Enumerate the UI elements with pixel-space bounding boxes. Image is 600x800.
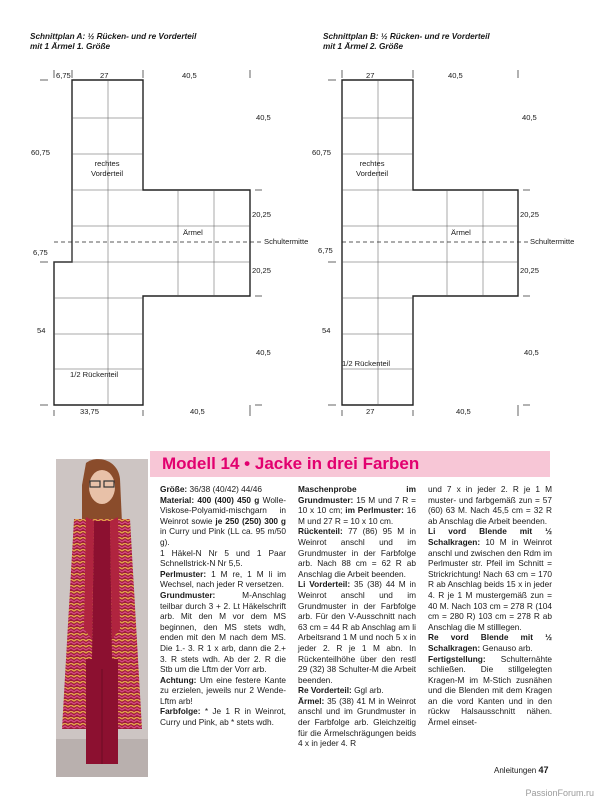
plan-b-dim-bottom-0: 27 — [366, 407, 375, 416]
article-header — [150, 451, 550, 477]
plan-b-dim-left-1: 6,75 — [318, 246, 333, 255]
plan-a-shape — [40, 70, 262, 416]
plan-a-dim-top-1: 27 — [100, 71, 109, 80]
plan-a-label-front-line2: Vorderteil — [91, 169, 124, 178]
plan-a-dim-right-0: 40,5 — [256, 113, 271, 122]
plan-b-dim-left-2: 54 — [322, 326, 331, 335]
article-heading: Modell 14 • Jacke in drei Farben — [162, 454, 420, 473]
col2-para-2: Rückenteil: 77 (86) 95 M in Weinrot anschl und im Grundmuster in der Farbfolge arb. Nach 88 cm = 62 R ab Anschlag die Arbeit beenden. — [298, 526, 416, 579]
plan-b-label-shoulder: Schultermitte — [530, 237, 575, 246]
plan-a-dim-left-2: 54 — [37, 326, 46, 335]
plan-b-title-line1: Schnittplan B: ½ Rücken- und re Vorderteil — [323, 32, 490, 41]
plan-a-dim-right-1: 20,25 — [252, 210, 272, 219]
plan-b-dim-right-3: 40,5 — [524, 348, 539, 357]
plan-a-label-front-line1: rechtes — [94, 159, 120, 168]
plan-a-label-sleeve: Ärmel — [183, 228, 203, 237]
plan-b-title-line2: mit 1 Ärmel 2. Größe — [323, 42, 404, 51]
plan-b-dim-right-2: 20,25 — [520, 266, 540, 275]
column-2 — [298, 484, 416, 749]
footer-section: Anleitungen — [494, 766, 537, 775]
plan-b-dim-left-0: 60,75 — [312, 148, 332, 157]
col1-para-7: Farbfolge: * Je 1 R in Weinrot, Curry und Pink, ab * stets wdh. — [160, 706, 286, 728]
plan-a-dim-left-0: 60,75 — [31, 148, 51, 157]
plan-b-dim-top-0: 27 — [366, 71, 375, 80]
col1-para-0: Größe: 36/38 (40/42) 44/46 — [160, 484, 262, 494]
plan-a-dim-top-2: 40,5 — [182, 71, 197, 80]
col3-para-0: und 7 x in jeder 2. R je 1 M muster- und farbgemäß zun = 57 (60) 63 M. Nach 45,5 cm = 32 R ab Anschlag die Arbeit beenden. — [428, 484, 552, 526]
plan-b-label-front-line2: Vorderteil — [356, 169, 389, 178]
plan-a-dim-left-1: 6,75 — [33, 248, 48, 257]
model-photo-illustration — [56, 459, 148, 777]
col1-para-3: 1 Häkel-N Nr 5 und 1 Paar Schnellstrick-N Nr 5,5. — [160, 547, 286, 569]
plan-a-title-line1: Schnittplan A: ½ Rücken- und re Vorderteil — [30, 32, 197, 41]
plan-b-dim-top-1: 40,5 — [448, 71, 463, 80]
plan-a-dim-right-2: 20,25 — [252, 266, 272, 275]
plan-a-dim-bottom-0: 33,75 — [80, 407, 100, 416]
col1-para-1: Material: 400 (400) 450 g Wolle-Viskose-Polyamid-mischgarn in Weinrot sowie je 250 (250) 300 g in Curry und Pink (LL ca. 95 m/50 g). — [160, 494, 286, 547]
plan-a-label-back: 1/2 Rückenteil — [70, 370, 119, 379]
col1-para-6: Achtung: Um eine festere Kante zu erzielen, jeweils nur 2 Wende-Lftm arb! — [160, 674, 286, 706]
col2-para-0: Maschenprobe im Grundmuster: 15 M und 7 R = 10 x 10 cm; im Perlmuster: 16 M und 27 R = 10 x 10 cm. — [298, 484, 416, 526]
plan-a-dim-bottom-1: 40,5 — [190, 407, 205, 416]
page-footer — [494, 765, 549, 775]
plan-b-title — [323, 32, 490, 52]
col1-para-5: Grundmuster: M-Anschlag teilbar durch 3 + 2. Lt Häkelschrift arb. Mit den M vor dem MS beginnen, den MS stets wdh, enden mit den M nach dem MS. Die 1.- 3. R 1 x arb, dann die 2.+ 3. R stets wdh. Ab der 2. R die Stb um die Lftm der Vorr arb. — [160, 589, 286, 675]
col2-para-4: Re Vorderteil: Ggl arb. — [298, 685, 384, 696]
column-1 — [160, 484, 286, 728]
col2-para-5: Ärmel: 35 (38) 41 M in Weinrot anschl und im Grundmuster in der Farbfolge arb. Gleichzeitig für die Ärmelschrägungen beids 4 x in jeder 4. R — [298, 695, 416, 749]
col3-para-3: Fertigstellung: Schulternähte schließen. Die stillgelegten Kragen-M im M-Stich zusnähen und die Blenden mit dem Kragen an die vord Kanten und in den rückw Halsausschnitt nähen. Ärmel einset- — [428, 653, 552, 728]
plan-a-label-shoulder: Schultermitte — [264, 237, 309, 246]
plan-a-dim-right-3: 40,5 — [256, 348, 271, 357]
plan-b-label-front-line1: rechtes — [359, 159, 385, 168]
model-photo — [56, 459, 148, 777]
plan-b-dim-right-0: 40,5 — [522, 113, 537, 122]
plan-b-dim-bottom-1: 40,5 — [456, 407, 471, 416]
page-number: 47 — [538, 765, 549, 775]
plan-b-label-sleeve: Ärmel — [451, 228, 471, 237]
plan-a-dim-top-0: 6,75 — [56, 71, 71, 80]
watermark: PassionForum.ru — [525, 788, 594, 798]
plan-a-label-front — [91, 159, 123, 179]
plan-b-label-front — [356, 159, 388, 179]
plan-b-label-back: 1/2 Rückenteil — [342, 359, 391, 368]
plan-a-title-line2: mit 1 Ärmel 1. Größe — [30, 42, 111, 51]
col3-para-1: Li vord Blende mit ½ Schalkragen: 10 M in Weinrot anschl und zwischen den Rdm im Perlmuster str. Pfeil im Schnitt = Strickrichtung! Nach 63 cm = 170 R ab Anschlag beids 15 x in jeder 4. R je 1 M mustergemäß zun = 40 M. Nach 103 cm = 278 R (104 cm = 280 R) 103 cm = 278 R ab Anschlag die M stilllegen. — [428, 526, 552, 632]
column-3 — [428, 484, 552, 728]
col3-para-2: Re vord Blende mit ½ Schalkragen: Genauso arb. — [428, 632, 552, 653]
col2-para-3: Li Vorderteil: 35 (38) 44 M in Weinrot anschl und im Grundmuster in der Farbfolge arb. Für den V-Ausschnitt nach 63 cm = 44 R ab Anschlag am li Arbeitsrand 1 M und noch 5 x in jeder 2. R je 1 M abn. In Rückenteilhöhe über den restl 29 (32) 38 Schulter-M die Arbeit beenden. — [298, 579, 417, 685]
plan-b-dim-right-1: 20,25 — [520, 210, 540, 219]
col1-para-4: Perlmuster: 1 M re, 1 M li im Wechsel, nach jeder R versetzen. — [160, 568, 286, 590]
